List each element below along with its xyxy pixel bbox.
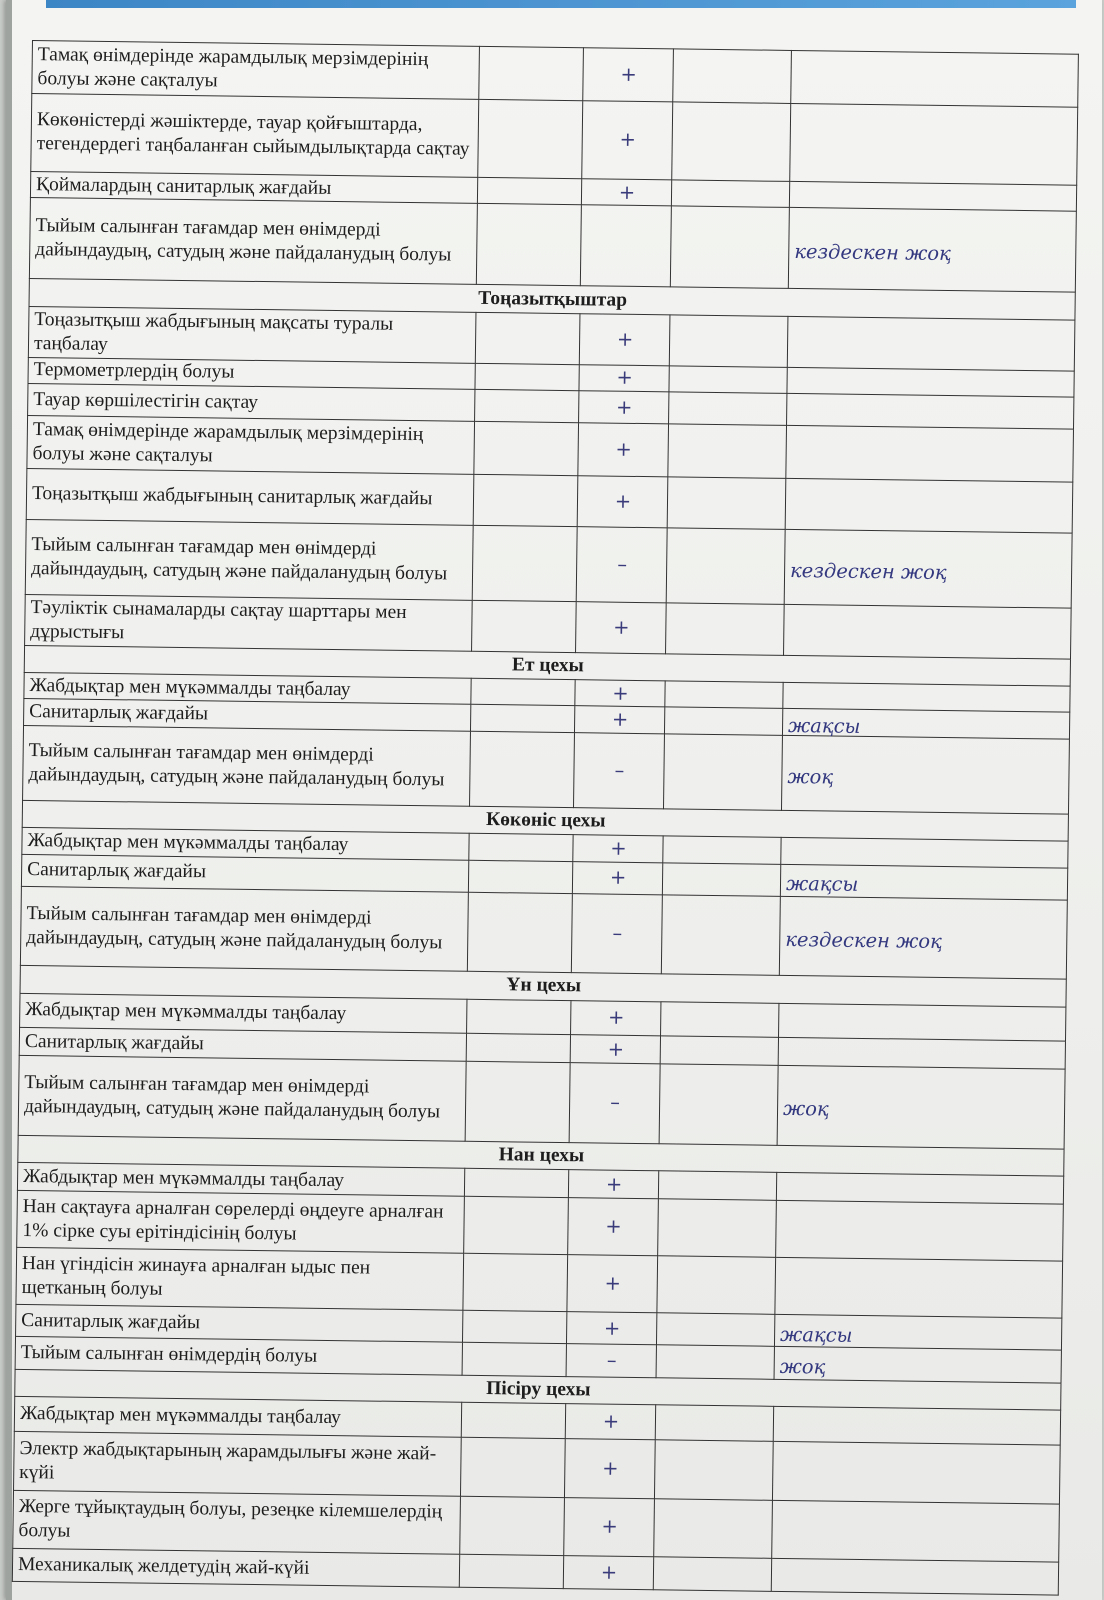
criterion-label: Санитарлық жағдайы <box>24 699 471 731</box>
handwritten-note <box>772 1500 1060 1563</box>
criterion-label: Санитарлық жағдайы <box>21 854 468 892</box>
empty-cell <box>471 678 575 706</box>
empty-cell <box>657 1256 776 1314</box>
check-mark: + <box>566 1312 656 1346</box>
empty-cell <box>660 1036 778 1066</box>
check-mark: – <box>569 1063 660 1143</box>
top-blue-strip <box>46 0 1076 8</box>
checklist-row <box>20 886 1067 979</box>
empty-cell <box>663 734 782 811</box>
empty-cell <box>477 177 581 205</box>
paper-sheet <box>6 0 1102 1600</box>
empty-cell <box>656 1345 774 1379</box>
check-mark: + <box>582 100 673 179</box>
criterion-label: Жабдықтар мен мүкәммалды таңбалау <box>14 1397 461 1437</box>
page-edge <box>6 0 12 1600</box>
empty-cell <box>669 392 787 426</box>
empty-cell <box>654 1439 773 1499</box>
empty-cell <box>662 862 780 896</box>
empty-cell <box>658 1171 776 1201</box>
note-text: жоқ <box>779 1354 826 1379</box>
empty-cell <box>467 892 572 972</box>
empty-cell <box>475 389 579 423</box>
empty-cell <box>470 705 574 733</box>
note-text: жақсы <box>787 713 861 738</box>
criterion-label: Тауар көршілестігін сақтау <box>28 383 475 421</box>
note-text: жоқ <box>782 1097 829 1121</box>
empty-cell <box>668 424 787 478</box>
handwritten-note <box>787 367 1074 397</box>
empty-cell <box>464 1168 568 1198</box>
handwritten-note <box>790 103 1078 185</box>
empty-cell <box>665 681 783 709</box>
handwritten-note <box>776 1201 1064 1262</box>
empty-cell <box>655 1405 773 1441</box>
section-title: Ұн цехы <box>20 966 1066 1007</box>
criterion-label: Жабдықтар мен мүкәммалды таңбалау <box>22 828 469 860</box>
section-title: Тоңазытқыштар <box>29 279 1075 320</box>
note-text: кездескен жоқ <box>785 928 942 954</box>
empty-cell <box>466 1033 570 1063</box>
handwritten-note <box>786 426 1074 483</box>
handwritten-note <box>788 208 1076 293</box>
check-mark: + <box>568 1170 658 1200</box>
check-mark: + <box>570 1035 660 1065</box>
empty-cell <box>475 363 579 391</box>
criterion-label: Термометрлердің болуы <box>28 357 475 389</box>
handwritten-note <box>787 393 1074 429</box>
check-mark: + <box>568 1198 659 1256</box>
criterion-label: Жабдықтар мен мүкәммалды таңбалау <box>24 672 471 704</box>
empty-cell <box>460 1496 565 1556</box>
criterion-label: Тамақ өнімдерінде жарамдылық мерзімдерінің болуы және сақталуы <box>32 41 480 100</box>
criterion-label: Тыйым салынған тағамдар мен өнімдерді дайындаудың, сатудың және пайдаланудың болуы <box>23 725 471 806</box>
empty-cell <box>479 46 584 100</box>
empty-cell <box>659 1064 778 1145</box>
handwritten-note <box>779 896 1067 979</box>
handwritten-note <box>774 1314 1061 1350</box>
empty-cell <box>468 860 572 894</box>
check-mark: + <box>577 476 668 528</box>
empty-cell <box>473 474 578 526</box>
criterion-label: Тыйым салынған тағамдар мен өнімдерді дайындаудың, сатудың және пайдаланудың болуы <box>25 519 473 600</box>
handwritten-note <box>771 1559 1058 1595</box>
note-text: жақсы <box>779 1322 853 1347</box>
handwritten-note <box>784 529 1072 608</box>
checklist-row <box>31 93 1078 185</box>
empty-cell <box>656 1313 774 1347</box>
check-mark: – <box>571 894 662 974</box>
section-title: Ет цехы <box>24 645 1070 686</box>
check-mark: + <box>583 48 674 102</box>
empty-cell <box>465 1062 570 1142</box>
handwritten-note <box>781 838 1068 868</box>
empty-cell <box>472 600 577 652</box>
empty-cell <box>470 731 575 807</box>
empty-cell <box>463 1253 568 1311</box>
empty-cell <box>669 315 788 367</box>
handwritten-note <box>774 1347 1061 1383</box>
check-mark: + <box>567 1255 658 1313</box>
criterion-label: Тыйым салынған тағамдар мен өнімдерді дайындаудың, сатудың және пайдаланудың болуы <box>29 198 477 285</box>
handwritten-note <box>784 604 1072 658</box>
inspection-checklist-table <box>12 40 1079 1596</box>
empty-cell <box>461 1402 565 1438</box>
check-mark: + <box>579 364 669 392</box>
check-mark <box>580 205 671 287</box>
criterion-label: Тоңазытқыш жабдығының санитарлық жағдайы <box>26 469 474 526</box>
check-mark: + <box>572 861 662 895</box>
criterion-label: Жабдықтар мен мүкәммалды таңбалау <box>17 1162 464 1196</box>
check-mark: + <box>563 1556 653 1590</box>
check-mark: – <box>574 732 665 808</box>
criterion-label: Тоңазытқыш жабдығының мақсаты туралы таңбалау <box>28 306 476 363</box>
checklist-row <box>18 1056 1065 1149</box>
empty-cell <box>474 422 579 476</box>
note-text: кездескен жоқ <box>789 558 947 584</box>
criterion-label: Жерге тұйықтаудың болуы, резеңке кілемшелердің болуы <box>13 1490 461 1555</box>
check-mark: + <box>565 1404 655 1440</box>
empty-cell <box>661 1001 779 1037</box>
handwritten-note <box>775 1257 1063 1318</box>
empty-cell <box>464 1197 569 1255</box>
empty-cell <box>663 836 781 864</box>
note-text: кездескен жоқ <box>794 240 951 266</box>
handwritten-note <box>787 316 1075 370</box>
handwritten-note <box>777 1066 1065 1149</box>
empty-cell <box>460 1437 565 1497</box>
criterion-label: Қоймалардың санитарлық жағдайы <box>30 171 477 203</box>
check-mark: – <box>576 526 667 602</box>
check-mark: + <box>564 1497 655 1557</box>
empty-cell <box>664 707 782 735</box>
handwritten-note <box>789 181 1076 211</box>
criterion-label: Тамақ өнімдерінде жарамдылық мерзімдерінің болуы және сақталуы <box>27 416 475 475</box>
checklist-row <box>25 519 1072 608</box>
handwritten-note <box>780 864 1067 900</box>
empty-cell <box>459 1555 563 1589</box>
empty-cell <box>462 1343 566 1377</box>
empty-cell <box>658 1199 777 1257</box>
handwritten-note <box>779 1003 1066 1041</box>
empty-cell <box>666 528 785 605</box>
note-text: жоқ <box>787 764 834 789</box>
handwritten-note <box>772 1441 1060 1504</box>
criterion-label: Тыйым салынған тағамдар мен өнімдерді дайындаудың, сатудың және пайдаланудың болуы <box>20 886 468 971</box>
empty-cell <box>469 833 573 861</box>
criterion-label: Нан үгіндісін жинауға арналған ыдыс пен щетканың болуы <box>16 1247 464 1310</box>
handwritten-note <box>773 1407 1060 1445</box>
handwritten-note <box>781 735 1069 814</box>
empty-cell <box>654 1498 773 1558</box>
empty-cell <box>475 312 580 364</box>
empty-cell <box>669 365 787 393</box>
check-mark: + <box>579 391 669 425</box>
check-mark: + <box>564 1438 655 1498</box>
empty-cell <box>478 99 583 178</box>
section-title: Нан цехы <box>18 1135 1064 1176</box>
check-mark: + <box>579 313 670 365</box>
section-title: Пісіру цехы <box>15 1369 1061 1410</box>
handwritten-note <box>782 709 1069 739</box>
checklist-row <box>29 198 1076 293</box>
check-mark: + <box>581 179 671 207</box>
criterion-label: Тыйым салынған тағамдар мен өнімдерді дайындаудың, сатудың және пайдаланудың болуы <box>18 1056 466 1141</box>
criterion-label: Көкөністерді жәшіктерде, тауар қойғыштарда, тегендердегі таңбаланған сыйымдылықтарда сақтау <box>31 93 479 177</box>
criterion-label: Жабдықтар мен мүкәммалды таңбалау <box>20 993 467 1033</box>
check-mark: – <box>566 1344 656 1378</box>
empty-cell <box>467 999 571 1035</box>
criterion-label: Электр жабдықтарының жарамдылығы және жай-күйі <box>14 1431 462 1496</box>
handwritten-note <box>776 1172 1063 1204</box>
criterion-label: Тәуліктік сынамаларды сақтау шарттары мен дұрыстығы <box>25 594 473 651</box>
section-title: Көкөніс цехы <box>22 800 1068 841</box>
check-mark: + <box>573 835 663 863</box>
empty-cell <box>673 49 792 103</box>
empty-cell <box>672 102 791 182</box>
empty-cell <box>462 1310 566 1344</box>
note-text: жақсы <box>785 872 859 897</box>
handwritten-note <box>783 682 1070 712</box>
handwritten-note <box>791 50 1079 107</box>
handwritten-note <box>785 478 1073 532</box>
criterion-label: Санитарлық жағдайы <box>16 1304 463 1342</box>
check-mark: + <box>574 706 664 734</box>
criterion-label: Тыйым салынған өнімдердің болуы <box>15 1337 462 1375</box>
empty-cell <box>476 204 581 287</box>
check-mark: + <box>578 423 669 477</box>
empty-cell <box>666 603 785 655</box>
criterion-label: Нан сақтауға арналған сөрелерді өңдеуге арналған 1% сірке суы ерітіндісінің болуы <box>17 1191 465 1254</box>
empty-cell <box>653 1557 771 1591</box>
check-mark: + <box>575 680 665 708</box>
empty-cell <box>671 180 789 208</box>
checklist-row <box>23 725 1070 814</box>
handwritten-note <box>778 1037 1065 1069</box>
empty-cell <box>670 206 789 289</box>
empty-cell <box>661 895 780 976</box>
criterion-label: Санитарлық жағдайы <box>19 1027 466 1061</box>
empty-cell <box>667 477 786 529</box>
criterion-label: Механикалық желдетудің жай-күйі <box>12 1549 459 1588</box>
check-mark: + <box>571 1000 661 1036</box>
check-mark: + <box>576 602 667 654</box>
empty-cell <box>472 525 577 601</box>
